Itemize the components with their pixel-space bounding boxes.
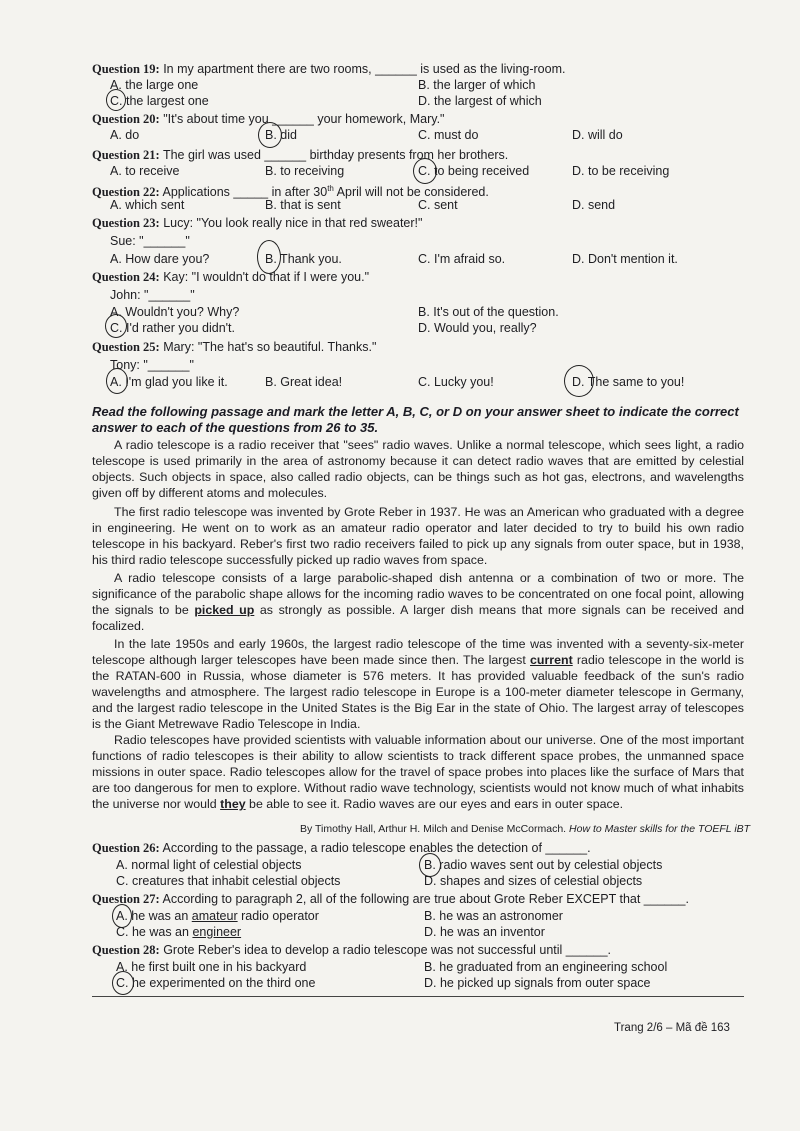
section-instruction: Read the following passage and mark the letter A, B, C, or D on your answer sheet to indicate the correct answer to each of the questions from 26 to 35. — [92, 404, 739, 435]
paragraph-text: A radio telescope consists of a large parabolic-shaped dish antenna or a combination of two or more. The significance of the parabolic shape allows for the incoming radio waves to be concentrated on one focal point, allowing the signals to be — [92, 571, 744, 617]
option-d: D. the largest of which — [418, 94, 542, 108]
question-number: Question 23: — [92, 216, 160, 230]
question-text: Mary: "The hat's so beautiful. Thanks." — [159, 340, 377, 354]
option-c: C. he experimented on the third one — [116, 976, 316, 990]
option-a — [116, 908, 319, 924]
question-20 — [92, 111, 732, 127]
option-c: C. sent — [418, 198, 458, 212]
dialogue-reply: John: "______" — [110, 288, 195, 302]
option-d: D. Would you, really? — [418, 321, 537, 335]
underlined-word: current — [530, 653, 573, 667]
question-text: The girl was used ______ birthday presents from her brothers. — [159, 148, 509, 162]
option-d: D. he was an inventor — [424, 925, 545, 939]
paragraph-text: as strongly as possible. A larger dish means that more signals can be received and focalized. — [92, 603, 744, 633]
option-b: B. to receiving — [265, 164, 345, 178]
paragraph-text: radio telescope in the world is the RATAN-600 in Russia, whose diameter is 576 meters. It has provided valuable feedback of the sun's radio wavelengths and atmosphere. The largest radio telescope in Europe is a 100-meter diameter telescope in Germany, and the largest radio telescope in the United States is the Big Ear in the state of Ohio. The largest array of telescopes is the Giant Metrewave Radio Telescope in India. — [92, 653, 744, 731]
option-a: A. which sent — [110, 198, 185, 212]
option-a: A. I'm glad you like it. — [110, 375, 228, 389]
option-c: C. I'm afraid so. — [418, 252, 506, 266]
option-b: B. It's out of the question. — [418, 305, 559, 319]
answer-circle-mark — [258, 122, 282, 148]
question-27 — [92, 891, 732, 907]
option-d: D. shapes and sizes of celestial objects — [424, 874, 643, 888]
question-text: April will not be considered. — [333, 185, 489, 200]
citation-authors: By Timothy Hall, Arthur H. Milch and Denise McCormach. — [300, 823, 570, 835]
footer-divider — [92, 996, 744, 997]
underlined-word: picked up — [194, 603, 255, 617]
option-a: A. Wouldn't you? Why? — [110, 305, 240, 319]
question-24 — [92, 269, 732, 285]
answer-circle-mark — [106, 368, 128, 394]
page-footer: Trang 2/6 – Mã đề 163 — [614, 1022, 730, 1034]
underlined-word: they — [220, 797, 246, 811]
option-a: A. normal light of celestial objects — [116, 858, 302, 872]
question-number: Question 27: — [92, 892, 160, 906]
option-b: B. Thank you. — [265, 252, 342, 266]
option-a: A. do — [110, 128, 140, 142]
option-d: D. he picked up signals from outer space — [424, 976, 651, 990]
dialogue-reply: Sue: "______" — [110, 234, 190, 248]
question-text: "It's about time you ______ your homework, Mary." — [159, 112, 445, 126]
dialogue-reply: Tony: "______" — [110, 358, 194, 372]
question-number: Question 26: — [92, 841, 160, 855]
question-number: Question 20: — [92, 112, 160, 126]
option-c: C. I'd rather you didn't. — [110, 321, 235, 335]
option-b: B. did — [265, 128, 297, 142]
option-c: C. the largest one — [110, 94, 209, 108]
option-d: D. send — [572, 198, 616, 212]
citation-title: How to Master skills for the TOEFL iBT — [569, 823, 751, 835]
question-number: Question 19: — [92, 62, 160, 76]
question-text: Applications _____ in after 30 — [159, 185, 328, 200]
answer-circle-mark — [419, 853, 441, 877]
passage-paragraph-4 — [92, 636, 744, 732]
paragraph-text: Radio telescopes have provided scientists with valuable information about our universe. One of the most important functions of radio telescopes is their ability to allow scientists to track different space probes, the unmanned space missions in outer space. Radio telescopes allow for the travel of space probes into places like the surface of Mars that are too dangerous for men to explore. Without radio wave technology, scientists would not know much of what inhabits the universe nor would — [92, 733, 744, 811]
underlined-word: engineer — [192, 925, 242, 939]
question-text: According to paragraph 2, all of the following are true about Grote Reber EXCEPT that ______. — [159, 892, 689, 906]
option-d: D. The same to you! — [572, 375, 685, 389]
option-d: D. Don't mention it. — [572, 252, 678, 266]
option-text: radio operator — [237, 909, 319, 923]
option-a: A. he first built one in his backyard — [116, 960, 307, 974]
question-text: According to the passage, a radio telescope enables the detection of ______. — [159, 841, 591, 855]
passage-paragraph-2: The first radio telescope was invented by Grote Reber in 1937. He was an American who graduated with a degree in engineering. He went on to work as an amateur radio operator and later decided to try to build his own radio telescope in his backyard. Reber's first two radio receivers failed to pick up any signals from outer space, but in 1938, his third radio telescope successfully picked up radio waves from space. — [92, 505, 744, 567]
question-28 — [92, 942, 732, 958]
option-text: C. he was an — [116, 925, 193, 939]
question-22 — [92, 181, 732, 200]
option-c: C. must do — [418, 128, 479, 142]
answer-circle-mark — [112, 904, 132, 928]
question-text: Grote Reber's idea to develop a radio telescope was not successful until ______. — [159, 943, 611, 957]
question-text: In my apartment there are two rooms, ______ is used as the living-room. — [159, 62, 566, 76]
question-number: Question 22: — [92, 185, 160, 200]
option-text: A. he was an — [116, 909, 192, 923]
option-b: B. the larger of which — [418, 78, 536, 92]
option-a: A. How dare you? — [110, 252, 210, 266]
option-c: C. Lucky you! — [418, 375, 494, 389]
passage-paragraph-3 — [92, 570, 744, 634]
citation — [300, 822, 750, 836]
option-b: B. that is sent — [265, 198, 341, 212]
question-text: Kay: "I wouldn't do that if I were you." — [159, 270, 370, 284]
question-23 — [92, 215, 732, 231]
option-d: D. will do — [572, 128, 623, 142]
answer-circle-mark — [112, 971, 134, 995]
ordinal-suffix: th — [327, 184, 334, 193]
option-b: B. radio waves sent out by celestial objects — [424, 858, 663, 872]
question-text: Lucy: "You look really nice in that red sweater!" — [159, 216, 423, 230]
question-number: Question 28: — [92, 943, 160, 957]
option-c: C. creatures that inhabit celestial objects — [116, 874, 341, 888]
option-b: B. Great idea! — [265, 375, 343, 389]
question-25 — [92, 339, 732, 355]
question-19 — [92, 61, 732, 77]
question-number: Question 24: — [92, 270, 160, 284]
option-b: B. he graduated from an engineering school — [424, 960, 668, 974]
paragraph-text: In the late 1950s and early 1960s, the largest radio telescope of the time was invented with a seventy-six-meter telescope although larger telescopes have been made since then. The largest — [92, 637, 744, 667]
paragraph-text: be able to see it. Radio waves are our eyes and ears in outer space. — [245, 797, 624, 811]
question-number: Question 25: — [92, 340, 160, 354]
option-c — [116, 924, 241, 940]
question-26 — [92, 840, 732, 856]
passage-paragraph-5 — [92, 732, 744, 812]
question-number: Question 21: — [92, 148, 160, 162]
underlined-word: amateur — [191, 909, 238, 923]
option-a: A. to receive — [110, 164, 180, 178]
answer-circle-mark — [564, 365, 594, 397]
option-d: D. to be receiving — [572, 164, 670, 178]
option-a: A. the large one — [110, 78, 199, 92]
question-21 — [92, 147, 732, 163]
answer-circle-mark — [106, 89, 126, 111]
option-b: B. he was an astronomer — [424, 909, 563, 923]
answer-circle-mark — [105, 314, 127, 338]
option-c: C. to being received — [418, 164, 530, 178]
passage-paragraph-1: A radio telescope is a radio receiver that "sees" radio waves. Unlike a normal telescope, which sees light, a radio telescope is used primarily in the area of astronomy because it can detect radio waves that are emitted by celestial objects. Such objects in space, also called radio objects, can be things such as hot gas, electrons, and wavelengths given off by different atoms and molecules. — [92, 438, 744, 500]
